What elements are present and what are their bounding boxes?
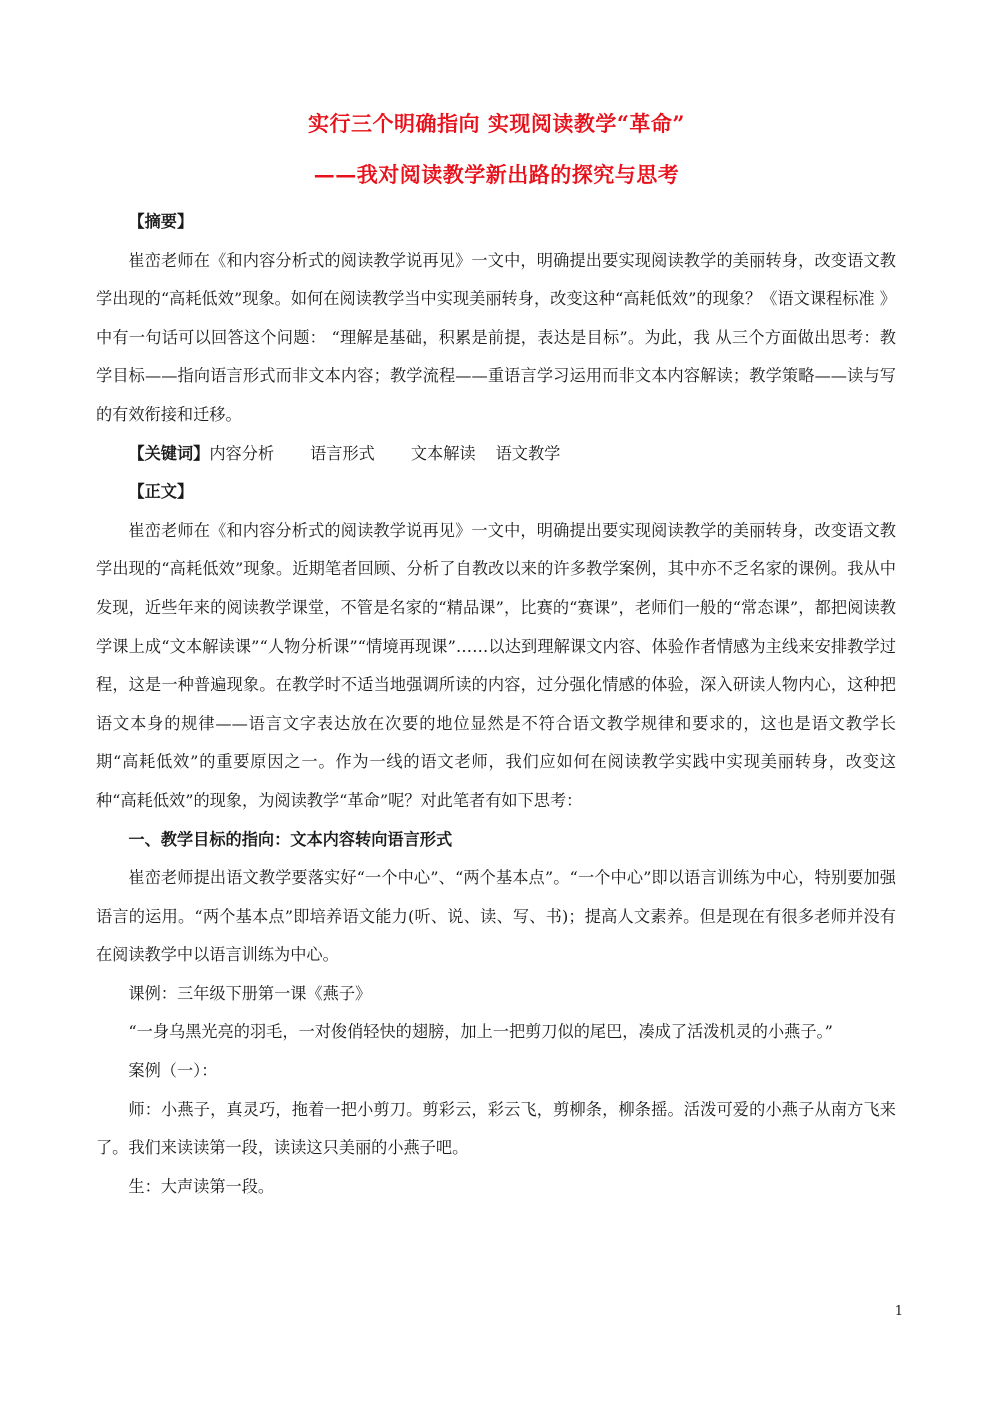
page-number: 1 (894, 1304, 903, 1319)
keyword: 语文教学 (495, 443, 561, 463)
case-label: 案例（一）： (128, 1061, 218, 1081)
keyword: 文本解读 (410, 443, 476, 463)
body-paragraph: 崔峦老师在《和内容分析式的阅读教学说再见》一文中，明确提出要实现阅读教学的美丽转身，改变语文教学出现的“高耗低效”现象。近期笔者回顾、分析了自教改以来的许多教学案例，其中亦不乏名家的课例。我从中发现，近些年来的阅读教学课堂，不管是名家的“精品课”，比赛的“赛课”，老师们一般的“常态课”，都把阅读教学课上成“文本解读课”“人物分析课”“情境再现课”……以达到理解课文内容、体验作者情感为主线来安排教学过程，这是一种普遍现象。在教学时不适当地强调所读的内容，过分强化情感的体验，深入研读人物内心，这种把语文本身的规律——语言文字表达放在次要的地位显然是不符合语文教学规律和要求的，这也是语文教学长期“高耗低效”的重要原因之一。作为一线的语文老师，我们应如何在阅读教学实践中实现美丽转身，改变这种“高耗低效”的现象，为阅读教学“革命”呢？对此笔者有如下思考： (96, 520, 896, 810)
teacher-line: 师：小燕子，真灵巧，拖着一把小剪刀。剪彩云，彩云飞，剪柳条，柳条摇。活泼可爱的小燕子从南方飞来了。我们来读读第一段，读读这只美丽的小燕子吧。 (96, 1099, 896, 1158)
abstract-paragraph: 崔峦老师在《和内容分析式的阅读教学说再见》一文中，明确提出要实现阅读教学的美丽转身，改变语文教学出现的“高耗低效”现象。如何在阅读教学当中实现美丽转身，改变这种“高耗低效”的现象？《语文课程标准 》中有一句话可以回答这个问题： “理解是基础，积累是前提，表达是目标”。为此，我 从三个方面做出思考：教学目标——指向语言形式而非文本内容；教学流程——重语言学习运用而非文本内容解读；教学策略——读与写的有效衔接和迁移。 (96, 250, 896, 424)
document-body (96, 203, 896, 1206)
keyword: 语言形式 (310, 443, 375, 463)
student-line: 生：大声读第一段。 (128, 1176, 275, 1196)
section-paragraph: 崔峦老师提出语文教学要落实好“一个中心”、“两个基本点”。“一个中心”即以语言训练为中心，特别要加强语言的运用。“两个基本点”即培养语文能力(听、说、读、写、书)；提高人文素养。但是现在有很多老师并没有在阅读教学中以语言训练为中心。 (96, 868, 896, 965)
keyword: 内容分析 (209, 443, 275, 463)
keywords-line (96, 435, 896, 474)
keywords-heading: 【关键词】 (128, 443, 210, 463)
quote-paragraph: “一身乌黑光亮的羽毛，一对俊俏轻快的翅膀，加上一把剪刀似的尾巴，凑成了活泼机灵的小燕子。” (128, 1022, 833, 1042)
section-heading: 一、教学目标的指向：文本内容转向语言形式 (128, 829, 453, 849)
document-title: 实行三个明确指向 实现阅读教学“革命” (308, 111, 685, 136)
example-label: 课例：三年级下册第一课《燕子》 (128, 983, 372, 1003)
document-subtitle: ——我对阅读教学新出路的探究与思考 (313, 162, 680, 187)
body-heading: 【正文】 (128, 482, 194, 502)
abstract-heading: 【摘要】 (128, 212, 194, 231)
